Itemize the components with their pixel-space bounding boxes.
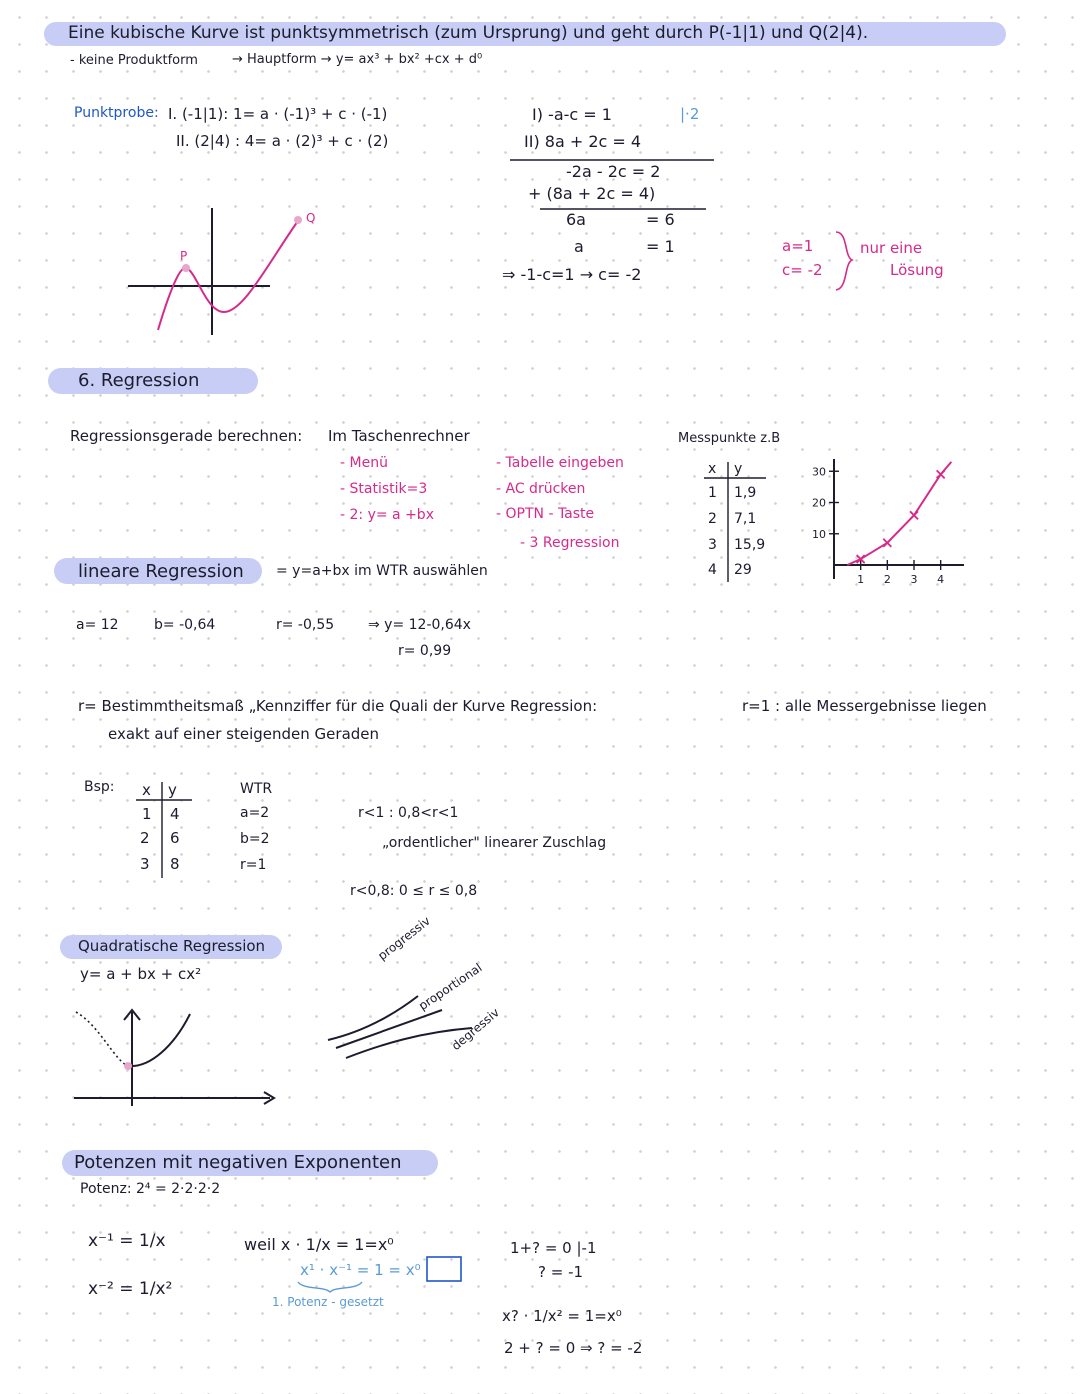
chart-x-tick-label: 1	[857, 573, 865, 586]
cubic-graph	[120, 200, 330, 340]
graph-label-q: Q	[306, 211, 316, 225]
solve-line1: I) -a-c = 1	[532, 105, 612, 124]
potenzen-l1: x⁻¹ = 1/x	[88, 1231, 166, 1251]
calc-step-4: - Tabelle eingeben	[496, 455, 624, 471]
linear-r2: r= 0,99	[398, 643, 452, 659]
solve-line1-note: |·2	[680, 105, 700, 123]
result-c: c= -2	[782, 261, 823, 279]
bestimmtheit-line2: exakt auf einer steigenden Geraden	[108, 725, 380, 743]
parabola-vertex	[124, 1062, 132, 1070]
graph-label-p: P	[180, 249, 188, 263]
cond-2: r<0,8: 0 ≤ r ≤ 0,8	[350, 883, 478, 899]
bsp-x-2: 2	[140, 829, 150, 847]
note-left: - keine Produktform	[70, 53, 198, 68]
result-a: a=1	[782, 237, 814, 255]
x0-box	[426, 1256, 462, 1282]
chart-x-tick-label: 2	[883, 573, 891, 586]
potenzen-weil2: x¹ · x⁻¹ = 1 = x⁰	[300, 1261, 421, 1279]
result-note-1: nur eine	[860, 239, 923, 257]
chart-x-tick-label: 4	[937, 573, 945, 586]
linear-desc: = y=a+bx im WTR auswählen	[276, 563, 488, 579]
calc-title: Im Taschenrechner	[328, 427, 470, 445]
chart-x-tick-label: 3	[910, 573, 918, 586]
cubic-curve	[158, 218, 300, 330]
chart-point	[937, 470, 945, 478]
mess-title: Messpunkte z.B	[678, 431, 781, 446]
regression-intro: Regressionsgerade berechnen:	[70, 427, 303, 445]
chart-series-line	[847, 462, 951, 565]
mess-x-2: 2	[708, 511, 717, 527]
cond-1: r<1 : 0,8<r<1	[358, 805, 459, 821]
chart-y-tick-label: 30	[812, 465, 826, 479]
chart-point	[883, 539, 891, 547]
solve-line3: -2a - 2c = 2	[566, 162, 661, 181]
wtr-title: WTR	[240, 781, 273, 797]
bsp-y-3: 8	[170, 855, 180, 873]
brace	[296, 1280, 366, 1294]
solve-line4: + (8a + 2c = 4)	[528, 184, 656, 203]
potenzen-note: 1. Potenz - gesetzt	[272, 1295, 384, 1309]
bestimmtheit-line1: r= Bestimmtheitsmaß „Kennziffer für die Quali der Kurve Regression:	[78, 697, 598, 715]
linear-a: a= 12	[76, 617, 119, 633]
point-p	[182, 264, 190, 272]
linear-result: ⇒ y= 12-0,64x	[368, 617, 471, 633]
punktprobe-eq1: I. (-1|1): 1= a · (-1)³ + c · (-1)	[168, 105, 388, 123]
label-degressiv: degressiv	[448, 1005, 503, 1054]
bsp-label: Bsp:	[84, 779, 115, 795]
result-brace	[832, 228, 856, 294]
bestimmtheit-right: r=1 : alle Messergebnisse liegen	[742, 697, 987, 715]
quadratisch-formula: y= a + bx + cx²	[80, 965, 202, 983]
punktprobe-label: Punktprobe:	[74, 105, 159, 121]
chart-y-tick-label: 10	[812, 527, 826, 541]
parabola-curve	[128, 1014, 190, 1066]
parabola-dotted	[76, 1012, 128, 1066]
potenzen-r3: x? · 1/x² = 1=x⁰	[502, 1307, 622, 1325]
wtr-a: a=2	[240, 805, 270, 821]
wtr-r: r=1	[240, 857, 267, 873]
label-proportional: proportional	[416, 960, 485, 1014]
bsp-y-2: 6	[170, 829, 180, 847]
mess-y-1: 1,9	[734, 485, 757, 501]
mess-x-4: 4	[708, 562, 717, 578]
solve-line7: ⇒ -1-c=1 → c= -2	[502, 265, 642, 284]
potenzen-r4: 2 + ? = 0 ⇒ ? = -2	[504, 1339, 643, 1357]
calc-step-7: - 3 Regression	[520, 535, 620, 551]
calc-step-6: - OPTN - Taste	[496, 506, 595, 522]
mess-head-y: y	[734, 461, 743, 477]
label-progressiv: progressiv	[375, 913, 433, 964]
mess-x-3: 3	[708, 537, 717, 553]
calc-step-5: - AC drücken	[496, 481, 586, 497]
cond-1b: „ordentlicher" linearer Zuschlag	[382, 835, 607, 851]
solve-line2: II) 8a + 2c = 4	[524, 132, 642, 151]
note-right: → Hauptform → y= ax³ + bx² +cx + d⁰	[232, 52, 483, 67]
quadratisch-title: Quadratische Regression	[78, 937, 266, 955]
potenzen-l2: x⁻² = 1/x²	[88, 1279, 173, 1299]
calc-step-3: - 2: y= a +bx	[340, 507, 434, 523]
point-q	[294, 216, 302, 224]
mess-y-2: 7,1	[734, 511, 757, 527]
mess-x-1: 1	[708, 485, 717, 501]
mess-y-4: 29	[734, 562, 752, 578]
bsp-head-y: y	[168, 781, 177, 799]
punktprobe-eq2: II. (2|4) : 4= a · (2)³ + c · (2)	[176, 132, 389, 150]
linear-r: r= -0,55	[276, 617, 335, 633]
solve-line5a: 6a	[566, 210, 586, 229]
potenzen-weil: weil x · 1/x = 1=x⁰	[244, 1235, 394, 1254]
mess-head-x: x	[708, 461, 717, 477]
result-note-2: Lösung	[890, 261, 944, 279]
page-title: Eine kubische Kurve ist punktsymmetrisch (zum Ursprung) und geht durch P(-1|1) und Q(2|4).	[68, 23, 869, 43]
linear-title: lineare Regression	[78, 561, 244, 582]
bsp-y-1: 4	[170, 805, 180, 823]
chart-y-tick-label: 20	[812, 496, 826, 510]
divider-2	[540, 207, 706, 211]
solve-line6b: = 1	[646, 237, 675, 256]
mess-y-3: 15,9	[734, 537, 766, 553]
parabola-graph	[70, 1006, 280, 1110]
bsp-x-3: 3	[140, 855, 150, 873]
scatter-chart	[790, 455, 970, 585]
wtr-b: b=2	[240, 831, 270, 847]
solve-line6a: a	[574, 237, 584, 256]
chart-point	[910, 511, 918, 519]
bsp-x-1: 1	[142, 805, 152, 823]
potenzen-r2: ? = -1	[538, 1263, 584, 1281]
solve-line5b: = 6	[646, 210, 675, 229]
potenzen-title: Potenzen mit negativen Exponenten	[74, 1152, 402, 1173]
curve-progressiv	[328, 996, 418, 1040]
calc-step-2: - Statistik=3	[340, 481, 428, 497]
potenzen-r1: 1+? = 0 |-1	[510, 1239, 597, 1257]
calc-step-1: - Menü	[340, 455, 388, 471]
potenzen-def: Potenz: 2⁴ = 2·2·2·2	[80, 1181, 221, 1197]
linear-b: b= -0,64	[154, 617, 216, 633]
section6-title: 6. Regression	[78, 370, 200, 391]
bsp-head-x: x	[142, 781, 151, 799]
